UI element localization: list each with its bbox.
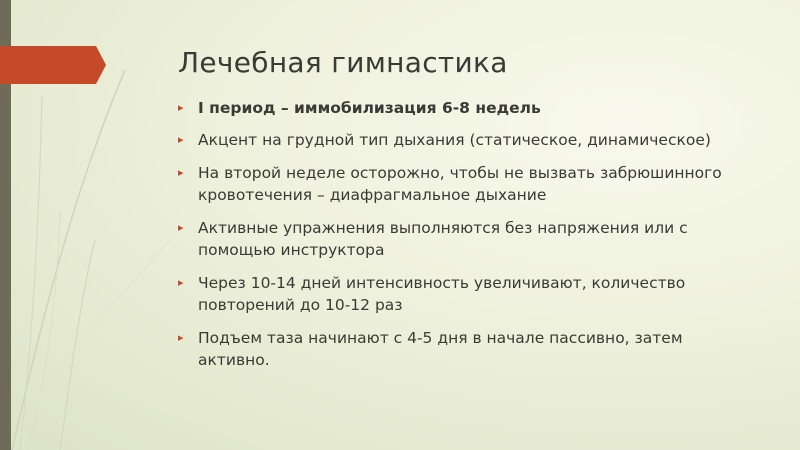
bullet-item <box>178 162 738 206</box>
bullet-text: Активные упражнения выполняются без напряжения или с помощью инструктора <box>198 219 688 259</box>
triangle-right-icon: ▸ <box>178 276 184 289</box>
bullet-text: На второй неделе осторожно, чтобы не вызвать забрюшинного кровотечения – диафрагмальное дыхание <box>198 164 722 204</box>
title-accent-band <box>0 46 106 84</box>
bullet-item <box>178 272 738 316</box>
bullet-item <box>178 327 738 371</box>
triangle-right-icon: ▸ <box>178 221 184 234</box>
bullet-item <box>178 129 738 151</box>
bullet-text: Акцент на грудной тип дыхания (статическое, динамическое) <box>198 131 711 149</box>
bullet-text: I период – иммобилизация 6-8 недель <box>198 99 541 117</box>
triangle-right-icon: ▸ <box>178 331 184 344</box>
triangle-right-icon: ▸ <box>178 166 184 179</box>
bullet-text: Подъем таза начинают с 4-5 дня в начале пассивно, затем активно. <box>198 329 683 369</box>
bullet-item <box>178 97 738 119</box>
triangle-right-icon: ▸ <box>178 101 184 114</box>
bullet-item <box>178 217 738 261</box>
slide-title: Лечебная гимнастика <box>178 46 508 79</box>
bullet-text: Через 10-14 дней интенсивность увеличивают, количество повторений до 10-12 раз <box>198 274 686 314</box>
bullet-list <box>178 97 738 382</box>
triangle-right-icon: ▸ <box>178 133 184 146</box>
